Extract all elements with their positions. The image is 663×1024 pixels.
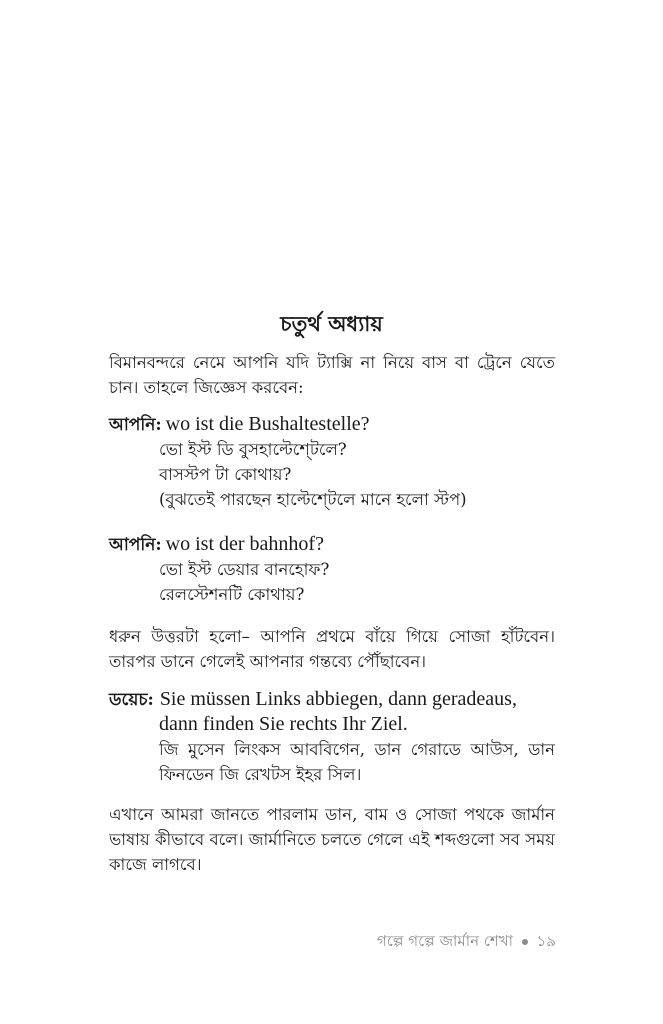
note: (বুঝতেই পারছেন হাল্টেশ্টেলে মানে হলো স্টপ) (159, 490, 467, 509)
pronunciation: ভো ইস্ট ডেয়ার বানহোফ? (159, 560, 330, 579)
intro-paragraph: বিমানবন্দরে নেমে আপনি যদি ট্যাক্সি না নিয়ে বাস বা ট্রেনে যেতে চান। তাহলে জিজ্ঞেস করবেন: (109, 353, 555, 397)
answer-intro-paragraph: ধরুন উত্তরটা হলো– আপনি প্রথমে বাঁয়ে গিয়ে সোজা হাঁটবেন। তারপর ডানে গেলেই আপনার গন্তব্যে পৌঁছাবেন। (109, 627, 555, 671)
bullet-icon (522, 939, 528, 945)
book-title: গল্পে গল্পে জার্মান শেখা (376, 932, 513, 950)
german-sentence: wo ist die Bushaltestelle? (165, 413, 370, 435)
meaning: বাসস্টপ টা কোথায়? (159, 465, 292, 484)
chapter-title: চতুর্থ অধ্যায় (280, 311, 383, 336)
german-sentence: wo ist der bahnhof? (165, 533, 324, 555)
dialog-answer (109, 687, 559, 787)
pronunciation: ভো ইস্ট ডি বুসহাল্টেশ্টেলে? (159, 440, 347, 459)
speaker-label: আপনি: (109, 535, 162, 555)
pronunciation: জি মুসেন লিংকস আববিগেন, ডান গেরাডে আউস, ডান ফিনডেন জি রেখটস ইহর সিল। (159, 740, 555, 784)
dialog-bushaltestelle (109, 412, 559, 512)
german-sentence-line1: Sie müssen Links abbiegen, dann geradeaus, (159, 688, 517, 710)
dialog-row (109, 412, 559, 437)
dialog-row (109, 532, 559, 557)
dialog-row (109, 687, 559, 712)
page-number: ১৯ (536, 932, 556, 950)
page-footer (360, 930, 556, 955)
dialog-bahnhof (109, 532, 559, 607)
closing-paragraph: এখানে আমরা জানতে পারলাম ডান, বাম ও সোজা পথকে জার্মান ভাষায় কীভাবে বলে। জার্মানিতে চলতে গেলে এই শব্দগুলো সব সময় কাজে লাগবে। (109, 805, 555, 874)
meaning: রেলস্টেশনটি কোথায়? (159, 585, 305, 604)
german-sentence-line2: dann finden Sie rechts Ihr Ziel. (159, 713, 408, 735)
speaker-label: আপনি: (109, 415, 162, 435)
speaker-label: ডয়েচ: (109, 690, 154, 710)
